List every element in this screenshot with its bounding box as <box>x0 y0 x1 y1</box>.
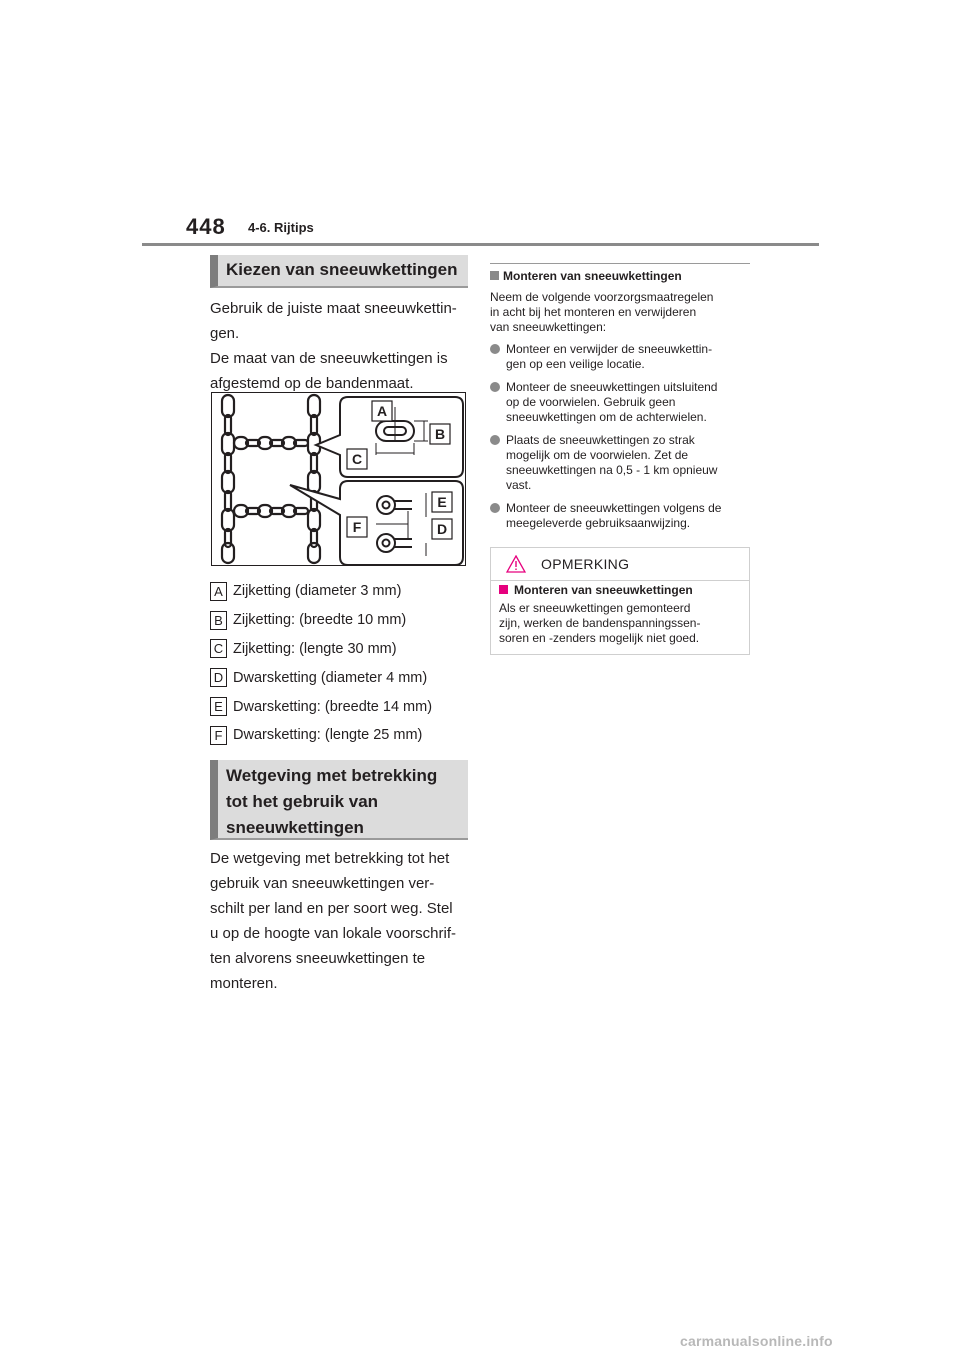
legend-text: Zijketting: (lengte 30 mm) <box>233 640 397 657</box>
figure-legend <box>210 577 472 750</box>
list-line: op de voorwielen. Gebruik geen <box>506 395 676 409</box>
legend-label: A <box>210 582 227 601</box>
intro-line: Gebruik de juiste maat sneeuwkettin- <box>210 300 457 317</box>
header-rule <box>142 243 819 246</box>
note-title: OPMERKING <box>541 556 630 572</box>
legend-text: Dwarsketting: (breedte 14 mm) <box>233 698 433 715</box>
figure-label: D <box>436 521 448 537</box>
heading-legislation <box>210 760 468 840</box>
list-line: sneeuwkettingen om de achterwielen. <box>506 410 707 424</box>
legend-text: Zijketting (diameter 3 mm) <box>233 583 402 600</box>
square-bullet-icon <box>490 271 499 280</box>
note-text <box>499 601 747 646</box>
list-line: gen op een veilige locatie. <box>506 357 645 371</box>
figure-label: E <box>437 494 447 510</box>
intro-line: gen. <box>210 325 240 342</box>
intro-line: De maat van de sneeuwkettingen is <box>210 350 448 367</box>
list-item <box>490 380 750 425</box>
legend-item <box>210 692 472 721</box>
note-line: Als er sneeuwkettingen gemonteerd <box>499 601 691 615</box>
body-line: schilt per land en per soort weg. Stel <box>210 900 453 917</box>
warning-triangle-icon <box>506 555 526 573</box>
section-title: 4-6. Rijtips <box>248 220 314 235</box>
note-box <box>490 547 750 655</box>
legislation-paragraph <box>210 846 472 996</box>
snow-chain-diagram <box>211 392 466 566</box>
figure-label: F <box>352 519 362 535</box>
intro-line: afgestemd op de bandenmaat. <box>210 375 414 392</box>
legend-label: F <box>210 726 227 745</box>
square-bullet-icon <box>499 585 508 594</box>
snow-chain-illustration <box>212 393 465 565</box>
note-subheading <box>499 583 693 597</box>
heading-line: tot het gebruik van <box>226 792 379 811</box>
figure-label: C <box>351 451 363 467</box>
list-line: Plaats de sneeuwkettingen zo strak <box>506 433 695 447</box>
figure-label: B <box>434 426 446 442</box>
heading-choosing-chains: Kiezen van sneeuwkettingen <box>210 255 468 288</box>
page-number: 448 <box>186 214 226 239</box>
right-column-rule <box>490 263 750 264</box>
note-line: zijn, werken de bandenspanningssen- <box>499 616 701 630</box>
legend-label: E <box>210 697 227 716</box>
legend-label: B <box>210 611 227 630</box>
body-line: ten alvorens sneeuwkettingen te <box>210 950 426 967</box>
figure-label: A <box>376 403 388 419</box>
legend-item <box>210 635 472 664</box>
legend-text: Dwarsketting (diameter 4 mm) <box>233 669 428 686</box>
heading-line: sneeuwkettingen <box>226 818 364 837</box>
list-line: Monteer de sneeuwkettingen volgens de <box>506 501 722 515</box>
body-line: De wetgeving met betrekking tot het <box>210 850 450 867</box>
list-line: Monteer de sneeuwkettingen uitsluitend <box>506 380 718 394</box>
list-line: sneeuwkettingen na 0,5 - 1 km opnieuw <box>506 463 718 477</box>
subheading-mounting <box>490 269 682 283</box>
list-item <box>490 501 750 531</box>
mounting-intro <box>490 290 750 335</box>
intro-line: in acht bij het monteren en verwijderen <box>490 305 697 319</box>
note-line: soren en -zenders mogelijk niet goed. <box>499 631 700 645</box>
list-item <box>490 433 750 493</box>
body-line: monteren. <box>210 975 278 992</box>
note-header <box>491 548 749 581</box>
body-line: u op de hoogte van lokale voorschrif- <box>210 925 456 942</box>
legend-text: Dwarsketting: (lengte 25 mm) <box>233 727 423 744</box>
heading-line: Wetgeving met betrekking <box>226 766 438 785</box>
legend-item <box>210 577 472 606</box>
legend-label: D <box>210 668 227 687</box>
list-line: Monteer en verwijder de sneeuwkettin- <box>506 342 713 356</box>
precaution-list <box>490 342 750 539</box>
legend-text: Zijketting: (breedte 10 mm) <box>233 612 407 629</box>
intro-paragraph <box>210 296 472 396</box>
list-item <box>490 342 750 372</box>
list-line: meegeleverde gebruiksaanwijzing. <box>506 516 691 530</box>
list-line: vast. <box>506 478 532 492</box>
subheading-text: Monteren van sneeuwkettingen <box>503 269 682 283</box>
watermark: carmanualsonline.info <box>680 1333 833 1349</box>
legend-label: C <box>210 639 227 658</box>
body-line: gebruik van sneeuwkettingen ver- <box>210 875 435 892</box>
list-line: mogelijk om de voorwielen. Zet de <box>506 448 689 462</box>
intro-line: van sneeuwkettingen: <box>490 320 607 334</box>
intro-line: Neem de volgende voorzorgsmaatregelen <box>490 290 714 304</box>
note-subheading-text: Monteren van sneeuwkettingen <box>514 583 693 597</box>
legend-item <box>210 663 472 692</box>
legend-item <box>210 721 472 750</box>
legend-item <box>210 606 472 635</box>
